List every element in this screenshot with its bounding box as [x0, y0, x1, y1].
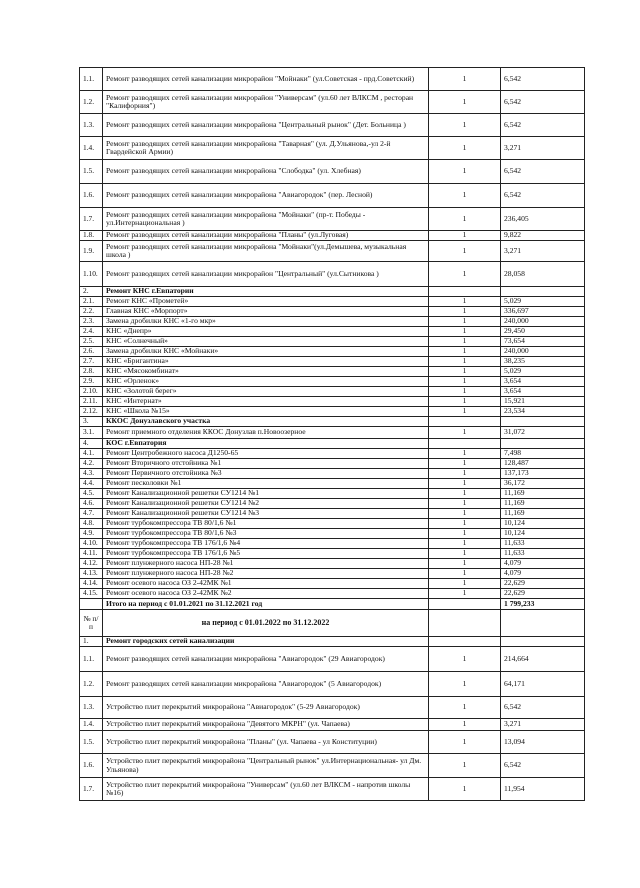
cost-cell: 36,172	[501, 479, 585, 489]
cost-cell	[501, 417, 585, 427]
work-description-cell: Ремонт Первичного отстойника №3	[103, 469, 429, 479]
row-number-cell: 4.13.	[80, 569, 103, 579]
row-number-cell: 1.1.	[80, 68, 103, 91]
cost-cell: 5,029	[501, 367, 585, 377]
table-row	[80, 589, 585, 599]
table-row	[80, 137, 585, 160]
row-number-cell: 1.6.	[80, 184, 103, 208]
row-number-cell: 2.11.	[80, 397, 103, 407]
row-number-cell: 2.10.	[80, 387, 103, 397]
row-number-cell: 4.4.	[80, 479, 103, 489]
table-row	[80, 519, 585, 529]
quantity-cell: 1	[429, 347, 501, 357]
quantity-cell: 1	[429, 549, 501, 559]
row-number-cell: 2.9.	[80, 377, 103, 387]
work-description-cell: Итого на период с 01.01.2021 по 31.12.2021 год	[103, 599, 429, 610]
quantity-cell: 1	[429, 697, 501, 719]
quantity-cell: 1	[429, 519, 501, 529]
cost-cell: 31,072	[501, 427, 585, 439]
work-description-cell: Ремонт осевого насоса ОЗ 2-42МК №1	[103, 579, 429, 589]
quantity-cell: 1	[429, 529, 501, 539]
row-number-cell: 4.9.	[80, 529, 103, 539]
cost-cell: 4,079	[501, 559, 585, 569]
row-number-cell: 2.	[80, 287, 103, 297]
table-row	[80, 327, 585, 337]
quantity-cell: 1	[429, 672, 501, 697]
table-row	[80, 499, 585, 509]
row-number-cell: 1.6.	[80, 754, 103, 778]
row-number-cell: № п/п	[80, 610, 103, 637]
quantity-cell: 1	[429, 317, 501, 327]
row-number-cell: 1.5.	[80, 731, 103, 754]
table-row	[80, 754, 585, 778]
work-description-cell: Ремонт плунжерного насоса НП-28 №1	[103, 559, 429, 569]
table-row	[80, 449, 585, 459]
quantity-cell: 1	[429, 778, 501, 801]
cost-cell: 3,271	[501, 241, 585, 262]
cost-cell: 7,498	[501, 449, 585, 459]
row-number-cell: 1.10.	[80, 262, 103, 287]
work-description-cell: Ремонт турбокомпрессора ТВ 80/1,6 №1	[103, 519, 429, 529]
table-row	[80, 377, 585, 387]
work-description-cell: Ремонт турбокомпрессора ТВ 176/1,6 №4	[103, 539, 429, 549]
cost-cell: 3,271	[501, 137, 585, 160]
table-row	[80, 317, 585, 327]
table-row	[80, 479, 585, 489]
cost-cell: 3,654	[501, 377, 585, 387]
quantity-cell: 1	[429, 114, 501, 137]
work-description-cell: Ремонт разводящих сетей канализации микрорайон "Мойнаки" (ул.Советская - прд.Советский)	[103, 68, 429, 91]
row-number-cell: 4.1.	[80, 449, 103, 459]
work-description-cell: КНС «Орленок»	[103, 377, 429, 387]
table-row	[80, 427, 585, 439]
table-row	[80, 529, 585, 539]
row-number-cell: 1.2.	[80, 672, 103, 697]
row-number-cell: 1.4.	[80, 719, 103, 731]
cost-cell: 38,235	[501, 357, 585, 367]
cost-cell: 240,000	[501, 317, 585, 327]
quantity-cell: 1	[429, 184, 501, 208]
cost-cell: 9,822	[501, 231, 585, 241]
table-row	[80, 347, 585, 357]
cost-cell	[501, 287, 585, 297]
quantity-cell: 1	[429, 559, 501, 569]
quantity-cell: 1	[429, 589, 501, 599]
quantity-cell: 1	[429, 569, 501, 579]
quantity-cell: 1	[429, 489, 501, 499]
cost-cell: 11,633	[501, 539, 585, 549]
section-header-row	[80, 287, 585, 297]
work-description-cell: Ремонт Канализационной решетки СУ1214 №3	[103, 509, 429, 519]
cost-cell: 23,534	[501, 407, 585, 417]
table-row	[80, 697, 585, 719]
repair-plan-table	[79, 67, 585, 801]
table-row	[80, 719, 585, 731]
quantity-cell: 1	[429, 297, 501, 307]
row-number-cell: 1.9.	[80, 241, 103, 262]
work-description-cell: ККОС Донузлавского участка	[103, 417, 429, 427]
table-row	[80, 337, 585, 347]
quantity-cell: 1	[429, 68, 501, 91]
quantity-cell: 1	[429, 479, 501, 489]
section-header-row	[80, 439, 585, 449]
table-row	[80, 569, 585, 579]
row-number-cell: 4.15.	[80, 589, 103, 599]
table-row	[80, 579, 585, 589]
row-number-cell: 4.11.	[80, 549, 103, 559]
row-number-cell: 4.10.	[80, 539, 103, 549]
table-body	[80, 68, 585, 801]
cost-cell: 22,629	[501, 589, 585, 599]
work-description-cell: Ремонт Вторичного отстойника №1	[103, 459, 429, 469]
cost-cell: 6,542	[501, 160, 585, 184]
row-number-cell: 4.8.	[80, 519, 103, 529]
quantity-cell: 1	[429, 579, 501, 589]
cost-cell: 73,654	[501, 337, 585, 347]
cost-cell: 6,542	[501, 91, 585, 114]
row-number-cell: 1.8.	[80, 231, 103, 241]
row-number-cell: 3.1.	[80, 427, 103, 439]
table-row	[80, 549, 585, 559]
quantity-cell: 1	[429, 231, 501, 241]
quantity-cell: 1	[429, 387, 501, 397]
cost-cell: 236,405	[501, 208, 585, 231]
quantity-cell: 1	[429, 160, 501, 184]
cost-cell: 11,954	[501, 778, 585, 801]
table-row	[80, 297, 585, 307]
work-description-cell: Ремонт приемного отделения ККОС Донузлав п.Новоозерное	[103, 427, 429, 439]
row-number-cell: 2.1.	[80, 297, 103, 307]
row-number-cell: 3.	[80, 417, 103, 427]
cost-cell: 64,171	[501, 672, 585, 697]
row-number-cell: 4.6.	[80, 499, 103, 509]
work-description-cell: Ремонт осевого насоса ОЗ 2-42МК №2	[103, 589, 429, 599]
row-number-cell: 1.7.	[80, 208, 103, 231]
quantity-cell	[429, 417, 501, 427]
quantity-cell: 1	[429, 327, 501, 337]
table-row	[80, 778, 585, 801]
cost-cell: 22,629	[501, 579, 585, 589]
table-row	[80, 208, 585, 231]
work-description-cell: Ремонт Центробежного насоса Д1250-65	[103, 449, 429, 459]
cost-cell: 3,271	[501, 719, 585, 731]
work-description-cell: Ремонт разводящих сетей канализации микрорайона "Мойнаки" (пр-т. Победы - ул.Интернациональная )	[103, 208, 429, 231]
quantity-cell: 1	[429, 449, 501, 459]
cost-cell: 128,487	[501, 459, 585, 469]
work-description-cell: Ремонт разводящих сетей канализации микрорайона "Слободка" (ул. Хлебная)	[103, 160, 429, 184]
row-number-cell: 2.4.	[80, 327, 103, 337]
table-row	[80, 91, 585, 114]
period-header-row	[80, 610, 585, 637]
work-description-cell: Ремонт турбокомпрессора ТВ 176/1,6 №5	[103, 549, 429, 559]
row-number-cell: 1.2.	[80, 91, 103, 114]
section-header-row	[80, 417, 585, 427]
cost-cell: 6,542	[501, 754, 585, 778]
table-row	[80, 241, 585, 262]
row-number-cell: 2.8.	[80, 367, 103, 377]
row-number-cell: 4.7.	[80, 509, 103, 519]
cost-cell	[501, 637, 585, 647]
table-row	[80, 68, 585, 91]
table-row	[80, 357, 585, 367]
work-description-cell: Ремонт турбокомпрессора ТВ 80/1,6 №3	[103, 529, 429, 539]
cost-cell: 3,654	[501, 387, 585, 397]
work-description-cell: Ремонт разводящих сетей канализации микрорайона "Авиагородок" (5 Авиагородок)	[103, 672, 429, 697]
table-row	[80, 559, 585, 569]
work-description-cell: Устройство плит перекрытий микрорайона "Универсам" (ул.60 лет ВЛКСМ - напротив школы №16)	[103, 778, 429, 801]
quantity-cell: 1	[429, 509, 501, 519]
table-row	[80, 387, 585, 397]
row-number-cell: 1.7.	[80, 778, 103, 801]
quantity-cell	[429, 637, 501, 647]
quantity-cell: 1	[429, 459, 501, 469]
work-description-cell: Ремонт городских сетей канализации	[103, 637, 429, 647]
quantity-cell	[429, 599, 501, 610]
cost-cell: 29,450	[501, 327, 585, 337]
table-row	[80, 307, 585, 317]
quantity-cell: 1	[429, 407, 501, 417]
section-header-row	[80, 637, 585, 647]
table-row	[80, 367, 585, 377]
table-row	[80, 672, 585, 697]
table-row	[80, 231, 585, 241]
cost-cell: 1 799,233	[501, 599, 585, 610]
cost-cell: 13,094	[501, 731, 585, 754]
row-number-cell: 4.3.	[80, 469, 103, 479]
row-number-cell: 4.12.	[80, 559, 103, 569]
cost-cell: 15,921	[501, 397, 585, 407]
cost-cell: 4,079	[501, 569, 585, 579]
work-description-cell: Устройство плит перекрытий микрорайона "Авиагородок" (5-29 Авиагородок)	[103, 697, 429, 719]
work-description-cell: Устройство плит перекрытий микрорайона "Центральный рынок" ул.Интернациональная- ул Дм. Ульянова)	[103, 754, 429, 778]
cost-cell: 137,173	[501, 469, 585, 479]
cost-cell: 28,058	[501, 262, 585, 287]
work-description-cell: КНС «Интернат»	[103, 397, 429, 407]
row-number-cell: 2.2.	[80, 307, 103, 317]
row-number-cell: 1.3.	[80, 697, 103, 719]
work-description-cell: КНС «Бригантина»	[103, 357, 429, 367]
quantity-cell: 1	[429, 754, 501, 778]
cost-cell: 6,542	[501, 697, 585, 719]
cost-cell: 240,000	[501, 347, 585, 357]
work-description-cell: Ремонт разводящих сетей канализации микрорайона "Авиагородок" (29 Авиагородок)	[103, 647, 429, 672]
quantity-cell: 1	[429, 137, 501, 160]
quantity-cell: 1	[429, 262, 501, 287]
work-description-cell: Устройство плит перекрытий микрорайона "Планы" (ул. Чапаева - ул Конституции)	[103, 731, 429, 754]
work-description-cell: КНС «Школа №15»	[103, 407, 429, 417]
work-description-cell: Ремонт плунжерного насоса НП-28 №2	[103, 569, 429, 579]
table-row	[80, 731, 585, 754]
cost-cell	[501, 610, 585, 637]
work-description-cell: КНС «Золотой берег»	[103, 387, 429, 397]
quantity-cell	[429, 287, 501, 297]
row-number-cell: 2.7.	[80, 357, 103, 367]
row-number-cell	[80, 599, 103, 610]
document-page	[79, 67, 584, 801]
cost-cell: 6,542	[501, 114, 585, 137]
quantity-cell: 1	[429, 731, 501, 754]
cost-cell: 11,169	[501, 509, 585, 519]
quantity-cell: 1	[429, 539, 501, 549]
work-description-cell: Замена дробилки КНС «1-го мкр»	[103, 317, 429, 327]
work-description-cell: Устройство плит перекрытий микрорайона "Девятого МКРН" (ул. Чапаева)	[103, 719, 429, 731]
work-description-cell: Главная КНС «Морпорт»	[103, 307, 429, 317]
table-row	[80, 459, 585, 469]
work-description-cell: Ремонт разводящих сетей канализации микрорайона "Авиагородок" (пер. Лесной)	[103, 184, 429, 208]
total-row	[80, 599, 585, 610]
table-row	[80, 184, 585, 208]
row-number-cell: 1.5.	[80, 160, 103, 184]
row-number-cell: 1.1.	[80, 647, 103, 672]
quantity-cell: 1	[429, 337, 501, 347]
cost-cell: 10,124	[501, 529, 585, 539]
row-number-cell: 2.5.	[80, 337, 103, 347]
cost-cell: 10,124	[501, 519, 585, 529]
table-row	[80, 469, 585, 479]
work-description-cell: Ремонт разводящих сетей канализации микрорайона "Мойнаки"(ул.Демышева, музыкальная школа )	[103, 241, 429, 262]
work-description-cell: Ремонт разводящих сетей канализации микрорайон "Универсам" (ул.60 лет ВЛКСМ , ресторан "Калифорния")	[103, 91, 429, 114]
quantity-cell: 1	[429, 357, 501, 367]
row-number-cell: 4.14.	[80, 579, 103, 589]
row-number-cell: 2.6.	[80, 347, 103, 357]
row-number-cell: 1.	[80, 637, 103, 647]
table-row	[80, 160, 585, 184]
cost-cell: 11,633	[501, 549, 585, 559]
cost-cell: 6,542	[501, 68, 585, 91]
table-row	[80, 509, 585, 519]
table-row	[80, 407, 585, 417]
work-description-cell: Ремонт разводящих сетей канализации микрорайон "Центральный" (ул.Сытникова )	[103, 262, 429, 287]
cost-cell	[501, 439, 585, 449]
work-description-cell: КНС «Днепр»	[103, 327, 429, 337]
table-row	[80, 262, 585, 287]
work-description-cell: Ремонт песколовки №1	[103, 479, 429, 489]
work-description-cell: Ремонт КНС г.Евпатории	[103, 287, 429, 297]
work-description-cell: Ремонт разводящих сетей канализации микрорайона "Таварная" (ул. Д.Ульянова,-ул 2-й Гвардейской Армии)	[103, 137, 429, 160]
quantity-cell: 1	[429, 307, 501, 317]
quantity-cell: 1	[429, 208, 501, 231]
quantity-cell: 1	[429, 377, 501, 387]
work-description-cell: Ремонт разводящих сетей канализации микрорайона "Планы" (ул.Луговая)	[103, 231, 429, 241]
table-row	[80, 397, 585, 407]
cost-cell: 6,542	[501, 184, 585, 208]
work-description-cell: на период с 01.01.2022 по 31.12.2022	[103, 610, 429, 637]
quantity-cell: 1	[429, 647, 501, 672]
table-row	[80, 647, 585, 672]
cost-cell: 5,029	[501, 297, 585, 307]
quantity-cell	[429, 439, 501, 449]
table-row	[80, 114, 585, 137]
cost-cell: 214,664	[501, 647, 585, 672]
work-description-cell: КНС «Солнечный»	[103, 337, 429, 347]
row-number-cell: 1.3.	[80, 114, 103, 137]
quantity-cell: 1	[429, 367, 501, 377]
table-row	[80, 489, 585, 499]
table-row	[80, 539, 585, 549]
quantity-cell: 1	[429, 241, 501, 262]
row-number-cell: 2.3.	[80, 317, 103, 327]
row-number-cell: 1.4.	[80, 137, 103, 160]
quantity-cell: 1	[429, 91, 501, 114]
quantity-cell: 1	[429, 499, 501, 509]
quantity-cell: 1	[429, 719, 501, 731]
cost-cell: 11,169	[501, 489, 585, 499]
work-description-cell: Ремонт Канализационной решетки СУ1214 №1	[103, 489, 429, 499]
work-description-cell: Ремонт КНС «Прометей»	[103, 297, 429, 307]
row-number-cell: 4.	[80, 439, 103, 449]
row-number-cell: 4.5.	[80, 489, 103, 499]
quantity-cell: 1	[429, 427, 501, 439]
quantity-cell: 1	[429, 469, 501, 479]
work-description-cell: Замена дробилки КНС «Мойнаки»	[103, 347, 429, 357]
work-description-cell: Ремонт Канализационной решетки СУ1214 №2	[103, 499, 429, 509]
row-number-cell: 2.12.	[80, 407, 103, 417]
row-number-cell: 4.2.	[80, 459, 103, 469]
quantity-cell	[429, 610, 501, 637]
cost-cell: 11,169	[501, 499, 585, 509]
work-description-cell: КНС «Мясокомбинат»	[103, 367, 429, 377]
quantity-cell: 1	[429, 397, 501, 407]
work-description-cell: Ремонт разводящих сетей канализации микрорайона "Центральный рынок" (Дет. Больница )	[103, 114, 429, 137]
cost-cell: 336,697	[501, 307, 585, 317]
work-description-cell: КОС г.Евпатория	[103, 439, 429, 449]
